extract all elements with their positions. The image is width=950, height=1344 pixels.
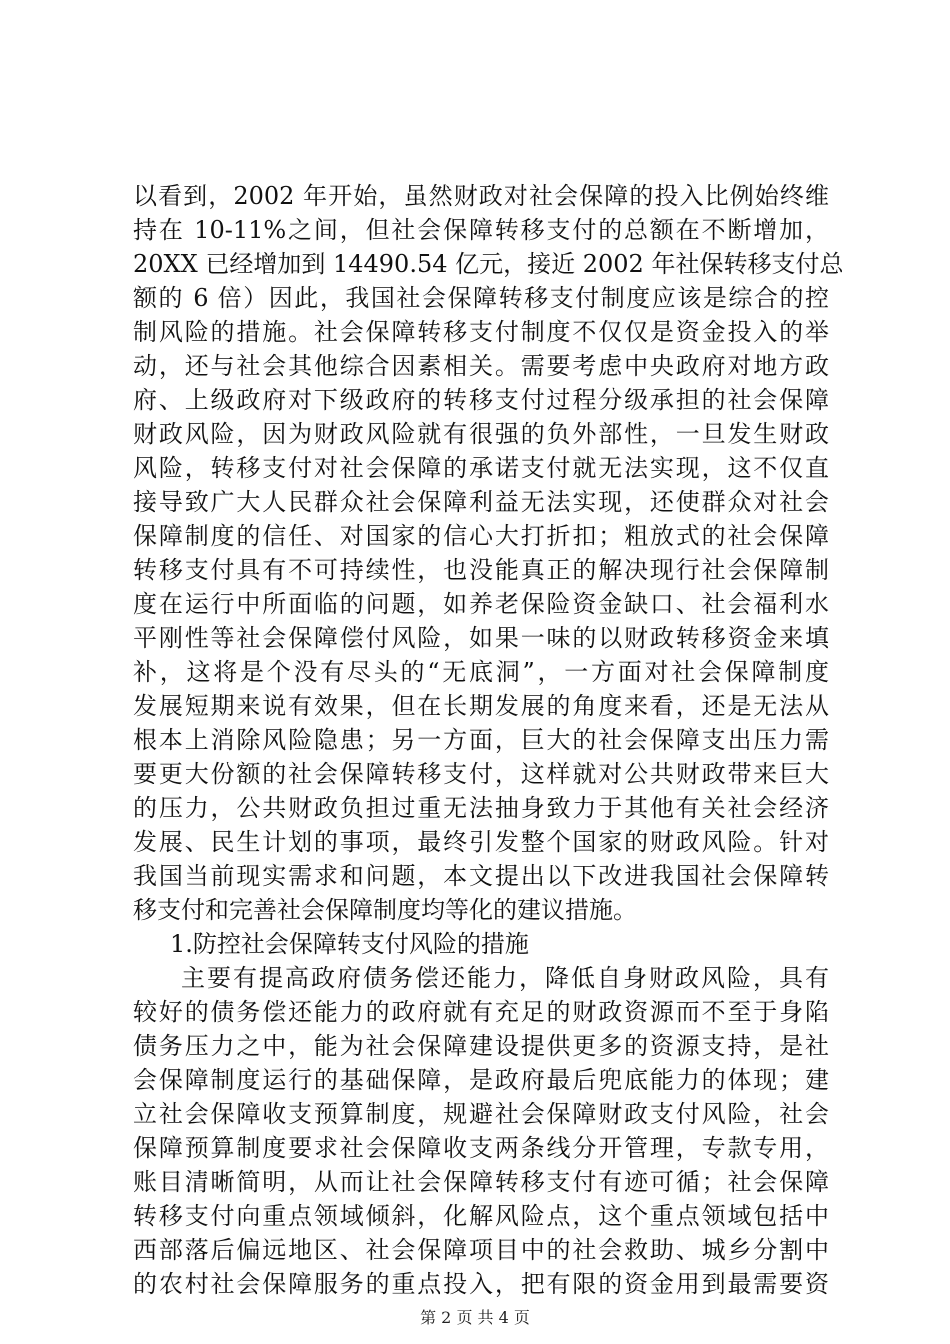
section-heading: 1.防控社会保障转支付风险的措施 [170,930,529,958]
body-line: 立社会保障收支预算制度，规避社会保障财政支付风险，社会 [133,1100,829,1128]
body-line: 20XX 已经增加到 14490.54 亿元，接近 2002 年社保转移支付总 [133,250,844,278]
body-line: 的压力，公共财政负担过重无法抽身致力于其他有关社会经济 [133,794,829,822]
body-line: 会保障制度运行的基础保障，是政府最后兜底能力的体现；建 [133,1066,829,1094]
body-line: 接导致广大人民群众社会保障利益无法实现，还使群众对社会 [133,488,829,516]
body-line: 动，还与社会其他综合因素相关。需要考虑中央政府对地方政 [133,352,829,380]
body-line: 发展短期来说有效果，但在长期发展的角度来看，还是无法从 [133,692,829,720]
body-line: 平刚性等社会保障偿付风险，如果一味的以财政转移资金来填 [133,624,829,652]
body-line: 移支付和完善社会保障制度均等化的建议措施。 [133,896,637,924]
body-line: 主要有提高政府债务偿还能力，降低自身财政风险，具有 [181,964,829,992]
body-line: 我国当前现实需求和问题，本文提出以下改进我国社会保障转 [133,862,829,890]
body-line: 保障制度的信任、对国家的信心大打折扣；粗放式的社会保障 [133,522,829,550]
body-line: 的农村社会保障服务的重点投入，把有限的资金用到最需要资 [133,1270,829,1298]
body-line: 府、上级政府对下级政府的转移支付过程分级承担的社会保障 [133,386,829,414]
body-line: 补，这将是个没有尽头的“无底洞”，一方面对社会保障制度 [133,658,829,686]
body-line: 账目清晰简明，从而让社会保障转移支付有迹可循；社会保障 [133,1168,829,1196]
body-line: 转移支付具有不可持续性，也没能真正的解决现行社会保障制 [133,556,829,584]
body-line: 财政风险，因为财政风险就有很强的负外部性，一旦发生财政 [133,420,829,448]
body-line: 以看到，2002 年开始，虽然财政对社会保障的投入比例始终维 [133,182,829,210]
body-line: 要更大份额的社会保障转移支付，这样就对公共财政带来巨大 [133,760,829,788]
body-line: 持在 10-11%之间，但社会保障转移支付的总额在不断增加， [133,216,829,244]
body-line: 度在运行中所面临的问题，如养老保险资金缺口、社会福利水 [133,590,829,618]
body-line: 保障预算制度要求社会保障收支两条线分开管理，专款专用， [133,1134,829,1162]
body-line: 根本上消除风险隐患；另一方面，巨大的社会保障支出压力需 [133,726,829,754]
body-line: 债务压力之中，能为社会保障建设提供更多的资源支持，是社 [133,1032,829,1060]
body-line: 较好的债务偿还能力的政府就有充足的财政资源而不至于身陷 [133,998,829,1026]
body-line: 西部落后偏远地区、社会保障项目中的社会救助、城乡分割中 [133,1236,829,1264]
page-number-footer: 第 2 页 共 4 页 [420,1308,530,1327]
body-line: 额的 6 倍）因此，我国社会保障转移支付制度应该是综合的控 [133,284,829,312]
body-line: 发展、民生计划的事项，最终引发整个国家的财政风险。针对 [133,828,829,856]
body-line: 风险，转移支付对社会保障的承诺支付就无法实现，这不仅直 [133,454,829,482]
body-line: 制风险的措施。社会保障转移支付制度不仅仅是资金投入的举 [133,318,829,346]
body-line: 转移支付向重点领域倾斜，化解风险点，这个重点领域包括中 [133,1202,829,1230]
